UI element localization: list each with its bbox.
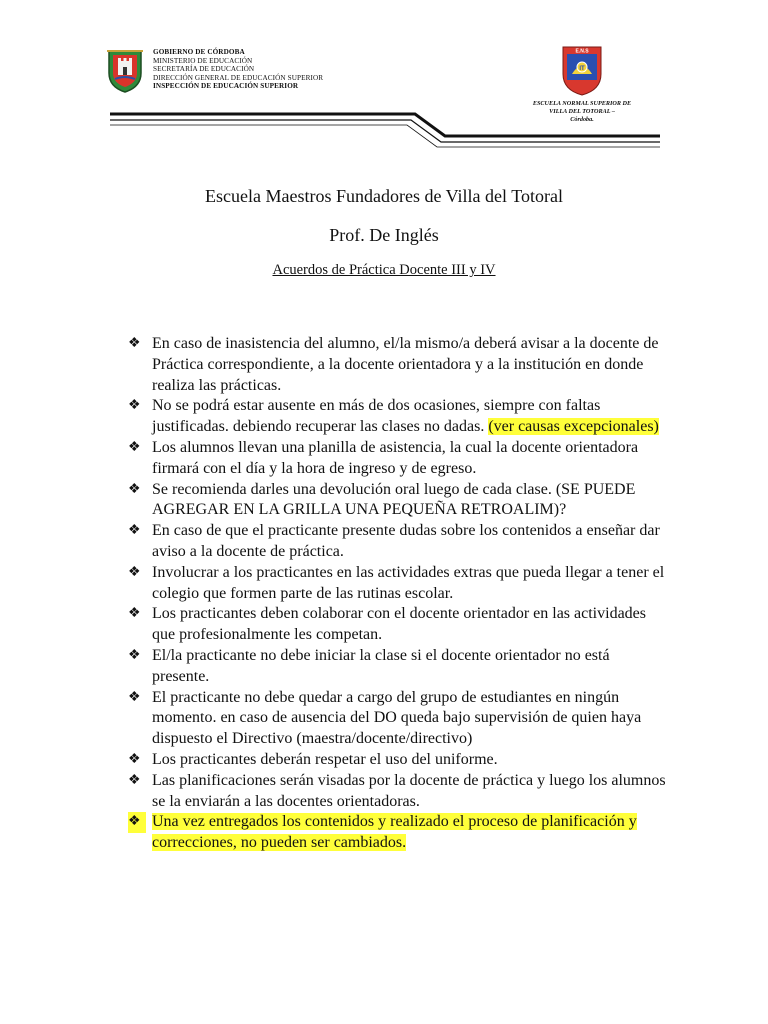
diamond-bullet-icon: ❖ bbox=[128, 606, 141, 622]
diamond-bullet-icon: ❖ bbox=[128, 523, 141, 539]
diamond-bullet-icon: ❖ bbox=[128, 647, 141, 663]
list-item bbox=[128, 438, 668, 480]
list-item bbox=[128, 563, 668, 605]
list-item bbox=[128, 334, 668, 396]
list-item bbox=[128, 812, 668, 854]
list-item-text: Los practicantes deberán respetar el uso del uniforme. bbox=[152, 750, 498, 768]
school-line: ESCUELA NORMAL SUPERIOR DE bbox=[532, 100, 632, 107]
gov-line: DIRECCIÓN GENERAL DE EDUCACIÓN SUPERIOR bbox=[153, 73, 324, 82]
list-item bbox=[128, 480, 668, 522]
diamond-bullet-icon: ❖ bbox=[128, 772, 141, 788]
list-item bbox=[128, 646, 668, 688]
list-item bbox=[128, 688, 668, 750]
list-item-text: En caso de inasistencia del alumno, el/la mismo/a deberá avisar a la docente de Práctica correspondiente, a la docente orientadora y a la institución en donde realiza las prácticas. bbox=[152, 335, 659, 394]
government-header-text bbox=[153, 48, 323, 91]
list-item bbox=[128, 750, 668, 771]
highlighted-text: (ver causas excepcionales) bbox=[488, 418, 659, 436]
list-item-text: Se recomienda darles una devolución oral luego de cada clase. (SE PUEDE AGREGAR EN LA GRILLA UNA PEQUEÑA RETROALIM)? bbox=[152, 480, 636, 519]
list-item-text: No se podrá estar ausente en más de dos ocasiones, siempre con faltas justificadas. debiendo recuperar las clases no dadas. bbox=[152, 397, 601, 436]
agreements-list bbox=[128, 334, 668, 854]
highlighted-text: Una vez entregados los contenidos y realizado el proceso de planificación y correcciones, no pueden ser cambiados. bbox=[152, 813, 637, 852]
document-heading-text: Acuerdos de Práctica Docente III y IV bbox=[272, 262, 496, 278]
diamond-bullet-icon: ❖ bbox=[128, 398, 141, 414]
diamond-bullet-icon: ❖ bbox=[128, 689, 141, 705]
list-item-text: El practicante no debe quedar a cargo del grupo de estudiantes en ningún momento. en caso de ausencia del DO queda bajo supervisión de quien haya dispuesto el Directivo (maestra/docente/directivo) bbox=[152, 688, 642, 748]
diamond-bullet-icon: ❖ bbox=[128, 812, 146, 833]
list-item-text: Los alumnos llevan una planilla de asistencia, la cual la docente orientadora firmará con el día y la hora de ingreso y de egreso. bbox=[152, 438, 639, 477]
school-line: VILLA DEL TOTORAL – bbox=[549, 107, 615, 115]
gov-line: GOBIERNO DE CÓRDOBA bbox=[153, 48, 245, 56]
list-item bbox=[128, 521, 668, 563]
crest-top-text: E.N.S bbox=[575, 48, 589, 55]
gov-line: MINISTERIO DE EDUCACIÓN bbox=[153, 56, 253, 65]
school-line: Córdoba. bbox=[570, 115, 594, 123]
letterhead bbox=[105, 40, 665, 150]
list-item-text: En caso de que el practicante presente dudas sobre los contenidos a enseñar dar aviso a la docente de práctica. bbox=[152, 522, 660, 560]
cordoba-crest-logo bbox=[105, 45, 145, 93]
gov-line: INSPECCIÓN DE EDUCACIÓN SUPERIOR bbox=[153, 82, 299, 91]
diamond-bullet-icon: ❖ bbox=[128, 439, 141, 455]
list-item bbox=[128, 396, 668, 438]
school-crest-logo bbox=[560, 44, 604, 96]
list-item bbox=[128, 604, 668, 646]
gov-line: SECRETARÍA DE EDUCACIÓN bbox=[153, 65, 255, 74]
list-item-text: El/la practicante no debe iniciar la clase si el docente orientador no está presente. bbox=[152, 646, 610, 685]
list-item-text: Las planificaciones serán visadas por la docente de práctica y luego los alumnos se la enviarán a las docentes orientadoras. bbox=[152, 771, 666, 810]
list-item bbox=[128, 771, 668, 813]
diamond-bullet-icon: ❖ bbox=[128, 751, 141, 767]
diamond-bullet-icon: ❖ bbox=[128, 481, 141, 497]
diamond-bullet-icon: ❖ bbox=[128, 336, 141, 351]
school-title: Escuela Maestros Fundadores de Villa del Totoral bbox=[205, 186, 563, 206]
document-heading bbox=[0, 262, 768, 279]
subject-title: Prof. De Inglés bbox=[329, 225, 439, 245]
crest-inner-text: IT bbox=[579, 66, 585, 72]
list-item-text: Involucrar a los practicantes en las actividades extras que pueda llegar a tener el colegio que formen parte de las rutinas escolar. bbox=[152, 563, 665, 602]
list-item-text: Los practicantes deben colaborar con el docente orientador en las actividades que profesionalmente les competan. bbox=[152, 605, 646, 644]
diamond-bullet-icon: ❖ bbox=[128, 564, 141, 580]
header-divider-lines bbox=[105, 100, 665, 150]
